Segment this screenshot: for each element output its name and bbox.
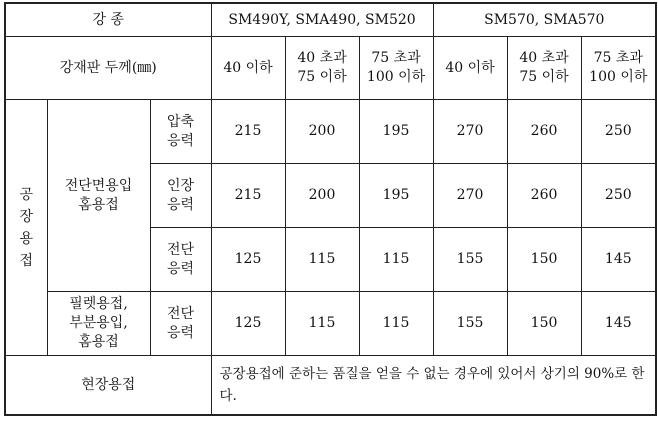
- table-cell: 150: [507, 228, 581, 292]
- steel-group-b-header: SM570, SMA570: [433, 3, 656, 37]
- table-cell: 155: [433, 292, 507, 356]
- thickness-col-3: 75 초과 100 이하: [359, 37, 433, 100]
- steel-type-header: 강 종: [5, 3, 211, 37]
- field-weld-label: 현장용접: [5, 356, 211, 416]
- table-cell: 115: [359, 228, 433, 292]
- table-cell: 270: [433, 164, 507, 228]
- field-weld-note: 공장용접에 준하는 품질을 얻을 수 없는 경우에 있어서 상기의 90%로 한다.: [211, 356, 656, 416]
- field-weld-row: [5, 356, 656, 416]
- allowable-stress-table: [4, 2, 657, 416]
- steel-group-a-header: SM490Y, SMA490, SM520: [211, 3, 433, 37]
- stress-type-label: 전단 응력: [150, 228, 211, 292]
- table-cell: 150: [507, 292, 581, 356]
- table-cell: 250: [581, 100, 656, 164]
- table-cell: 125: [211, 292, 285, 356]
- stress-type-label: 인장 응력: [150, 164, 211, 228]
- table-cell: 145: [581, 292, 656, 356]
- stress-type-label: 압축 응력: [150, 100, 211, 164]
- thickness-col-5: 40 초과 75 이하: [507, 37, 581, 100]
- fillet-weld-label: 필렛용접, 부분용입, 홈용접: [47, 292, 150, 356]
- header-row-thickness: [5, 37, 656, 100]
- factory-weld-label: 공 장 용 접: [5, 100, 47, 356]
- table-cell: 260: [507, 164, 581, 228]
- table-cell: 215: [211, 100, 285, 164]
- thickness-col-2: 40 초과 75 이하: [285, 37, 359, 100]
- table-cell: 200: [285, 100, 359, 164]
- groove-weld-label: 전단면용입 홈용접: [47, 100, 150, 292]
- table-cell: 125: [211, 228, 285, 292]
- table-cell: 155: [433, 228, 507, 292]
- table-cell: 115: [285, 292, 359, 356]
- table-cell: 250: [581, 164, 656, 228]
- table-row: [5, 292, 656, 356]
- table-cell: 270: [433, 100, 507, 164]
- table-cell: 145: [581, 228, 656, 292]
- table-cell: 200: [285, 164, 359, 228]
- table-cell: 215: [211, 164, 285, 228]
- table-cell: 195: [359, 100, 433, 164]
- thickness-col-1: 40 이하: [211, 37, 285, 100]
- thickness-col-6: 75 초과 100 이하: [581, 37, 656, 100]
- thickness-header: 강재판 두께(㎜): [5, 37, 211, 100]
- table-row: [5, 100, 656, 164]
- thickness-col-4: 40 이하: [433, 37, 507, 100]
- stress-type-label: 전단 응력: [150, 292, 211, 356]
- table-cell: 195: [359, 164, 433, 228]
- table-cell: 115: [285, 228, 359, 292]
- header-row-steel-type: [5, 3, 656, 37]
- table-cell: 260: [507, 100, 581, 164]
- table-cell: 115: [359, 292, 433, 356]
- stress-table-container: [4, 2, 657, 416]
